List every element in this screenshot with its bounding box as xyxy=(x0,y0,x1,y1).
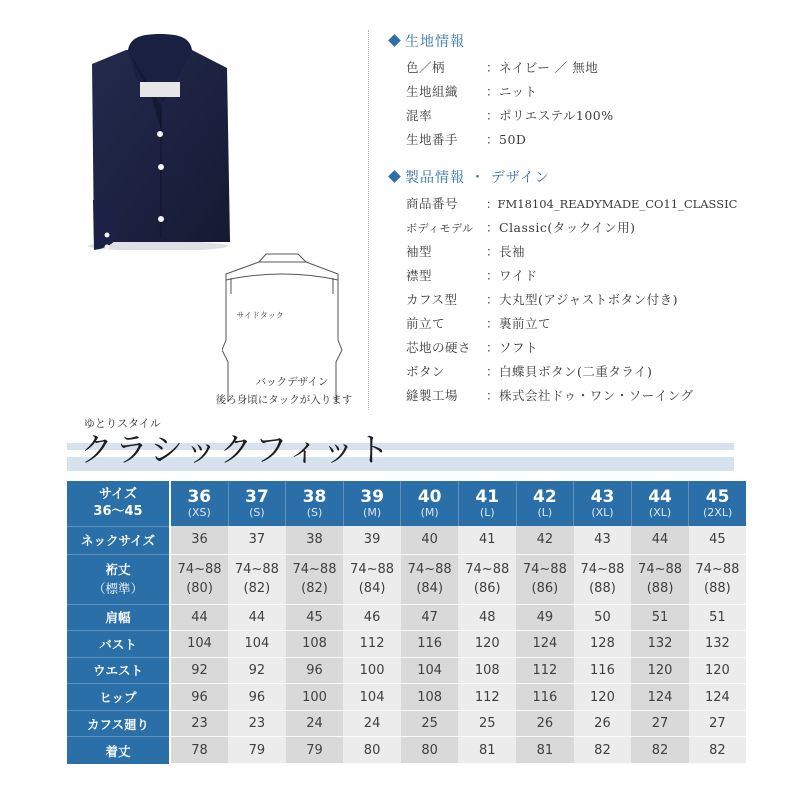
table-cell xyxy=(574,554,632,604)
table-cell: 47 xyxy=(401,604,459,631)
standard-value: (84) xyxy=(358,581,386,596)
size-header-row xyxy=(67,481,746,526)
table-cell: 96 xyxy=(170,684,228,711)
row-label: 肩幅 xyxy=(67,604,170,631)
table-cell: 116 xyxy=(516,684,574,711)
range-value: 74~88 xyxy=(234,562,279,577)
spec-value: ：ソフト xyxy=(486,340,539,355)
side-tuck-label: サイドタック xyxy=(236,311,284,320)
table-cell xyxy=(458,554,516,604)
table-cell: 128 xyxy=(574,631,632,658)
table-cell: 96 xyxy=(286,657,344,684)
spec-value: ：ネイビー ／ 無地 xyxy=(486,60,599,75)
table-cell: 82 xyxy=(631,737,689,764)
table-cell: 104 xyxy=(170,631,228,658)
spec-value: ：Classic(タックイン用) xyxy=(486,220,636,235)
table-cell xyxy=(631,554,689,604)
table-cell: 120 xyxy=(574,684,632,711)
size-col-44 xyxy=(631,481,689,526)
product-info-heading xyxy=(388,167,550,187)
size-number: 37 xyxy=(245,487,269,507)
row-label: ネックサイズ xyxy=(67,526,170,554)
size-number: 44 xyxy=(648,487,672,507)
section-divider xyxy=(368,30,369,410)
size-number: 45 xyxy=(705,487,730,507)
spec-row-interlining xyxy=(406,338,538,358)
table-row-neck xyxy=(67,526,746,554)
table-cell: 37 xyxy=(228,526,286,554)
table-cell: 27 xyxy=(631,710,689,737)
spec-row-buttons xyxy=(406,362,652,382)
row-label: ヒップ xyxy=(67,684,170,711)
size-col-41 xyxy=(458,481,516,526)
table-row-bust xyxy=(67,631,746,658)
range-value: 74~88 xyxy=(580,562,625,577)
table-cell: 36 xyxy=(170,526,228,554)
size-col-38 xyxy=(286,481,344,526)
spec-value: ：大丸型(アジャストボタン付き) xyxy=(486,292,679,307)
table-cell: 120 xyxy=(631,657,689,684)
fit-subtitle: ゆとりスタイル xyxy=(84,417,161,430)
table-cell: 26 xyxy=(574,710,632,737)
size-number: 36 xyxy=(187,487,212,507)
table-cell: 40 xyxy=(401,526,459,554)
table-row-sleeve-length xyxy=(67,554,746,604)
size-number: 42 xyxy=(533,487,557,507)
spec-row-product-number xyxy=(406,194,737,214)
spec-label: 縫製工場 xyxy=(406,388,459,403)
spec-label: 前立て xyxy=(406,316,446,331)
table-cell: 92 xyxy=(228,657,286,684)
table-cell xyxy=(286,554,344,604)
spec-row-color xyxy=(406,58,598,78)
size-corner-header xyxy=(67,481,170,526)
table-cell: 44 xyxy=(631,526,689,554)
standard-value: (88) xyxy=(704,581,731,596)
row-label: 着丈 xyxy=(67,737,170,764)
table-cell: 26 xyxy=(516,710,574,737)
size-col-36 xyxy=(170,481,228,526)
range-value: 74~88 xyxy=(292,562,337,577)
table-cell: 112 xyxy=(516,657,574,684)
spec-row-yarn-count xyxy=(406,130,526,150)
table-cell: 51 xyxy=(631,604,689,631)
fabric-info-heading xyxy=(388,31,465,51)
table-cell: 124 xyxy=(689,684,746,711)
size-letter: (M) xyxy=(420,506,439,519)
row-label-line2: （標準） xyxy=(92,581,143,596)
spec-value: ：FM18104_READYMADE_CO11_CLASSIC xyxy=(486,197,738,211)
table-cell: 108 xyxy=(401,684,459,711)
size-col-39 xyxy=(343,481,401,526)
table-cell: 41 xyxy=(458,526,516,554)
size-letter: (M) xyxy=(363,506,382,519)
table-cell: 43 xyxy=(574,526,632,554)
row-label-line1: 裄丈 xyxy=(105,562,131,577)
size-col-43 xyxy=(574,481,632,526)
table-cell: 44 xyxy=(228,604,286,631)
table-cell: 82 xyxy=(689,737,746,764)
size-letter: (S) xyxy=(249,506,265,519)
table-cell: 25 xyxy=(458,710,516,737)
spec-row-weave xyxy=(406,82,538,102)
table-cell: 38 xyxy=(286,526,344,554)
table-cell xyxy=(689,554,746,604)
standard-value: (86) xyxy=(473,581,501,596)
table-cell: 112 xyxy=(458,684,516,711)
table-cell: 120 xyxy=(689,657,746,684)
diamond-bullet-icon xyxy=(388,170,401,183)
table-cell: 112 xyxy=(343,631,401,658)
table-cell: 79 xyxy=(286,737,344,764)
range-value: 74~88 xyxy=(465,562,510,577)
size-letter: (S) xyxy=(306,506,323,519)
table-cell: 25 xyxy=(401,710,459,737)
table-cell: 44 xyxy=(170,604,228,631)
spec-value: ：ワイド xyxy=(486,268,538,283)
spec-label: 芯地の硬さ xyxy=(406,340,472,355)
spec-label: カフス型 xyxy=(406,292,458,307)
size-letter: (XL) xyxy=(648,506,672,519)
size-col-45 xyxy=(689,481,746,526)
spec-value: ：ニット xyxy=(486,84,538,99)
standard-value: (86) xyxy=(531,581,559,596)
spec-row-sleeve xyxy=(406,242,525,262)
table-cell: 46 xyxy=(343,604,401,631)
back-design-caption: バックデザイン xyxy=(255,376,329,388)
table-cell: 42 xyxy=(516,526,574,554)
table-cell: 132 xyxy=(631,631,689,658)
table-cell: 45 xyxy=(689,526,746,554)
spec-label: ボディモデル xyxy=(406,222,474,235)
navy-shirt-image xyxy=(80,28,230,250)
spec-row-collar xyxy=(406,266,538,286)
table-cell xyxy=(516,554,574,604)
spec-row-cuffs xyxy=(406,290,678,310)
size-letter: (XL) xyxy=(591,506,614,519)
spec-label: 生地番手 xyxy=(406,132,459,147)
spec-value: ：裏前立て xyxy=(486,316,552,331)
table-cell: 104 xyxy=(228,631,286,658)
row-label: カフス廻り xyxy=(67,710,170,737)
spec-label: 袖型 xyxy=(406,244,433,259)
table-cell: 50 xyxy=(574,604,632,631)
range-value: 74~88 xyxy=(407,562,452,577)
table-cell xyxy=(170,554,228,604)
table-cell: 108 xyxy=(458,657,516,684)
table-cell: 80 xyxy=(343,737,401,764)
size-number: 43 xyxy=(590,487,615,507)
table-cell: 23 xyxy=(170,710,228,737)
table-row-length xyxy=(67,737,746,764)
table-cell: 116 xyxy=(401,631,459,658)
range-value: 74~88 xyxy=(695,562,740,577)
range-value: 74~88 xyxy=(177,562,222,577)
table-cell xyxy=(228,554,286,604)
table-cell: 108 xyxy=(286,631,344,658)
standard-value: (82) xyxy=(243,581,271,596)
spec-value: ：白蝶貝ボタン(二重タライ) xyxy=(486,364,653,379)
table-cell xyxy=(401,554,459,604)
size-letter: (2XL) xyxy=(703,506,733,519)
table-cell: 51 xyxy=(689,604,746,631)
table-cell: 39 xyxy=(343,526,401,554)
spec-label: 色／柄 xyxy=(406,60,446,75)
spec-label: 襟型 xyxy=(406,268,433,283)
table-cell: 100 xyxy=(286,684,344,711)
range-value: 74~88 xyxy=(350,562,395,577)
size-number: 41 xyxy=(475,487,500,507)
back-design-description: 後ろ身頃にタックが入ります xyxy=(215,394,353,406)
table-row-shoulder xyxy=(67,604,746,631)
row-label xyxy=(67,554,170,604)
size-number: 39 xyxy=(360,487,384,507)
spec-row-placket xyxy=(406,314,551,334)
fit-title: クラシックフィット xyxy=(80,430,392,469)
range-value: 74~88 xyxy=(522,562,567,577)
table-cell: 104 xyxy=(343,684,401,711)
table-cell: 132 xyxy=(689,631,746,658)
table-cell: 78 xyxy=(170,737,228,764)
table-cell: 80 xyxy=(401,737,459,764)
table-cell: 92 xyxy=(170,657,228,684)
table-cell: 100 xyxy=(343,657,401,684)
row-label: バスト xyxy=(67,631,170,658)
table-row-waist xyxy=(67,657,746,684)
table-cell: 124 xyxy=(516,631,574,658)
size-col-37 xyxy=(228,481,286,526)
size-chart-table xyxy=(67,481,746,764)
diamond-bullet-icon xyxy=(388,34,401,47)
spec-label: 生地組織 xyxy=(406,84,459,99)
table-cell: 27 xyxy=(689,710,746,737)
size-letter: (XS) xyxy=(187,506,211,519)
corner-range: 36〜45 xyxy=(93,504,143,520)
size-number: 38 xyxy=(302,487,327,507)
spec-value: ：50D xyxy=(486,132,527,147)
row-label: ウエスト xyxy=(67,657,170,684)
table-row-cuff xyxy=(67,710,746,737)
table-cell: 79 xyxy=(228,737,286,764)
fabric-info-title: 生地情報 xyxy=(405,34,465,50)
range-value: 74~88 xyxy=(638,562,683,577)
table-cell: 116 xyxy=(574,657,632,684)
corner-label: サイズ xyxy=(99,487,137,503)
standard-value: (82) xyxy=(301,581,328,596)
table-cell: 120 xyxy=(458,631,516,658)
table-cell: 45 xyxy=(286,604,344,631)
size-letter: (L) xyxy=(537,506,553,519)
standard-value: (88) xyxy=(646,581,674,596)
table-cell: 82 xyxy=(574,737,632,764)
standard-value: (80) xyxy=(186,581,213,596)
spec-label: 混率 xyxy=(406,108,433,123)
spec-label: ボタン xyxy=(406,364,446,379)
table-cell: 104 xyxy=(401,657,459,684)
size-letter: (L) xyxy=(479,506,495,519)
table-cell: 48 xyxy=(458,604,516,631)
table-cell: 24 xyxy=(286,710,344,737)
standard-value: (84) xyxy=(416,581,444,596)
spec-label: 商品番号 xyxy=(406,196,459,211)
table-cell: 124 xyxy=(631,684,689,711)
spec-value: ：株式会社ドゥ・ワン・ソーイング xyxy=(486,388,694,403)
size-col-40 xyxy=(401,481,459,526)
table-cell: 23 xyxy=(228,710,286,737)
table-cell: 49 xyxy=(516,604,574,631)
table-cell: 81 xyxy=(516,737,574,764)
size-col-42 xyxy=(516,481,574,526)
table-cell: 81 xyxy=(458,737,516,764)
spec-row-blend xyxy=(406,106,614,126)
table-cell xyxy=(343,554,401,604)
spec-value: ：ポリエステル100% xyxy=(486,108,614,123)
table-cell: 24 xyxy=(343,710,401,737)
product-info-title: 製品情報 ・ デザイン xyxy=(405,170,550,186)
spec-value: ：長袖 xyxy=(486,244,526,259)
spec-row-body-model xyxy=(406,218,635,238)
table-cell: 96 xyxy=(228,684,286,711)
size-number: 40 xyxy=(417,487,442,507)
spec-row-factory xyxy=(406,386,693,406)
standard-value: (88) xyxy=(589,581,616,596)
table-row-hip xyxy=(67,684,746,711)
